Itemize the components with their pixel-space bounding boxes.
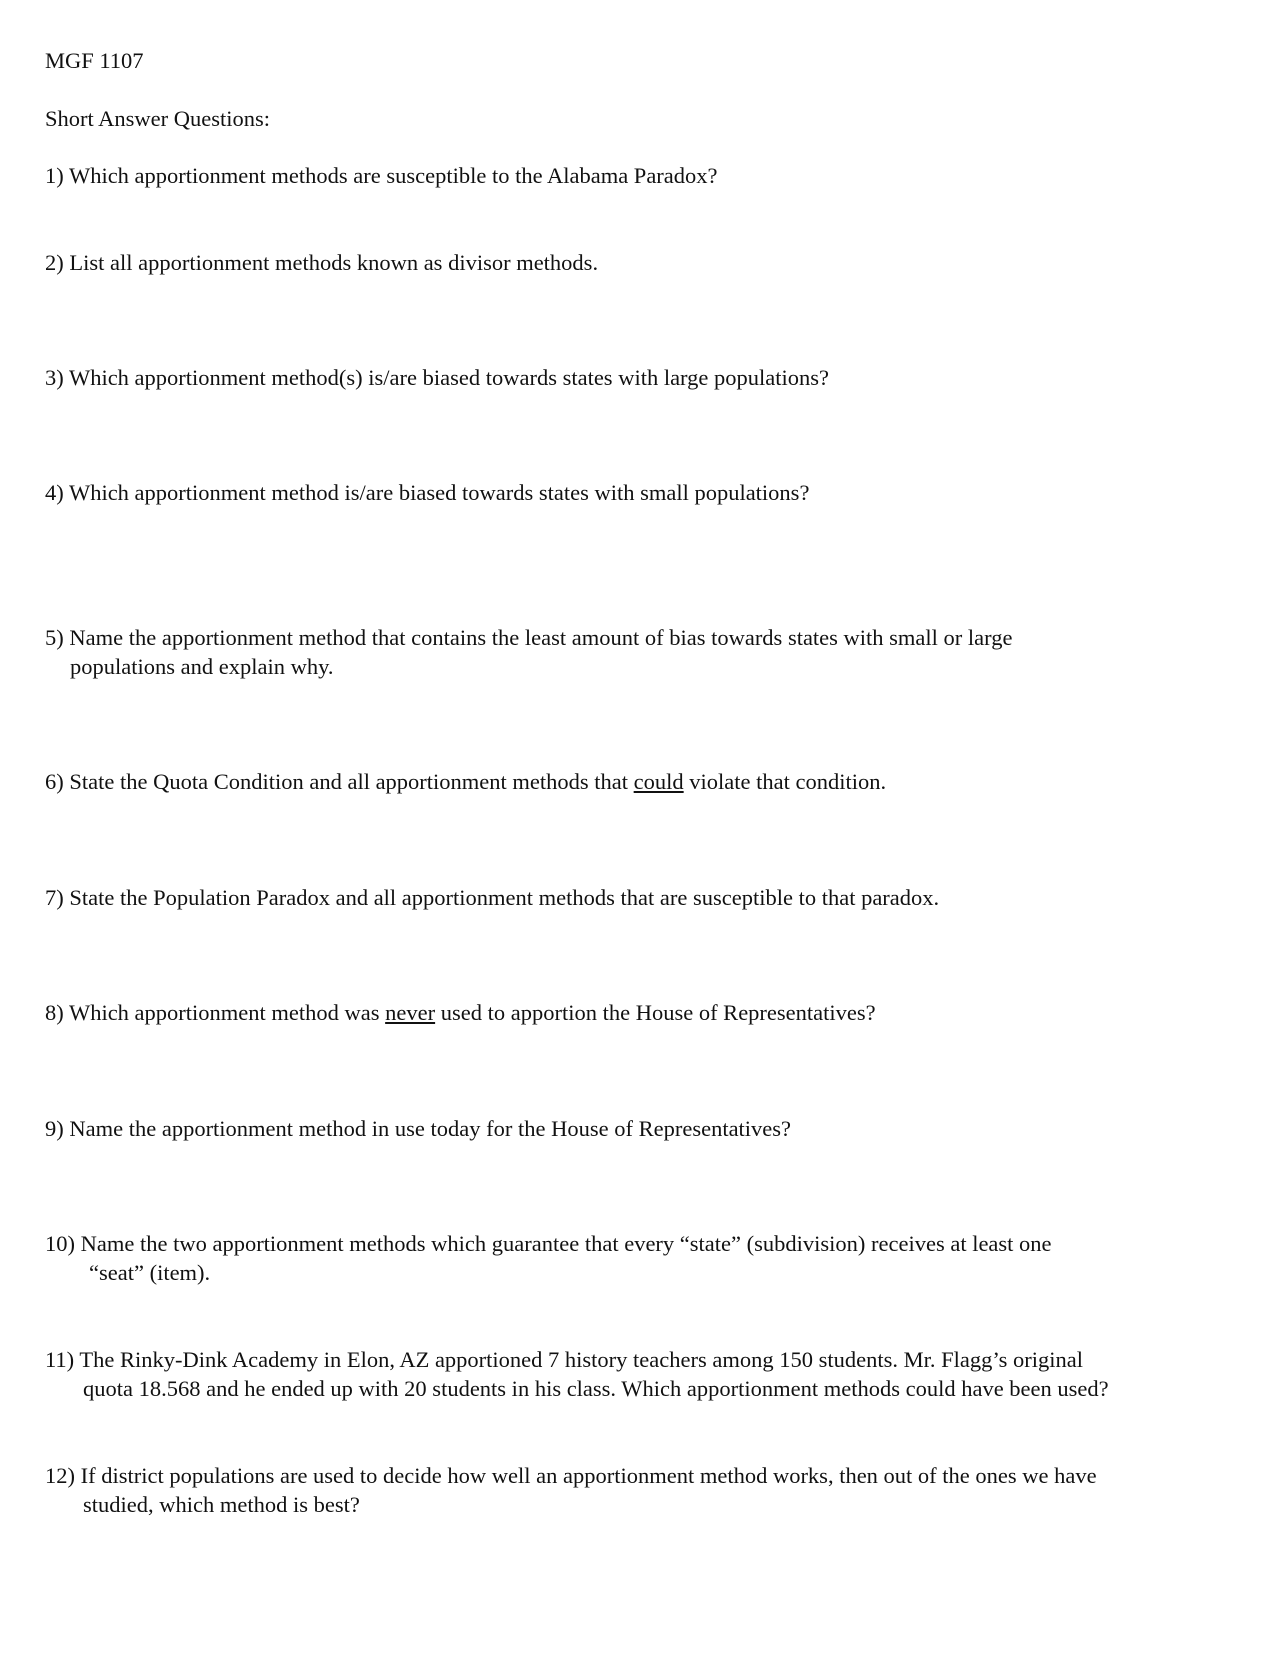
- question-text: 9) Name the apportionment method in use today for the House of Representatives?: [45, 1116, 792, 1141]
- question-6: [45, 767, 886, 796]
- section-heading: Short Answer Questions:: [45, 106, 270, 131]
- question-text: 10) Name the two apportionment methods which guarantee that every “state” (subdivision) receives at least one: [45, 1231, 1052, 1256]
- question-text-continued: quota 18.568 and he ended up with 20 students in his class. Which apportionment methods could have been used?: [83, 1376, 1109, 1401]
- question-text: 4) Which apportionment method is/are biased towards states with small populations?: [45, 480, 810, 505]
- question-text: 12) If district populations are used to decide how well an apportionment method works, then out of the ones we have: [45, 1463, 1097, 1488]
- question-text: 2) List all apportionment methods known as divisor methods.: [45, 250, 599, 275]
- question-2: [45, 248, 598, 277]
- underlined-word: could: [633, 769, 684, 794]
- question-1: [45, 161, 718, 190]
- question-text-continued: studied, which method is best?: [83, 1492, 360, 1517]
- question-text: violate that condition.: [683, 769, 887, 794]
- question-4: [45, 478, 809, 507]
- question-5: [45, 623, 1012, 681]
- question-12: [45, 1461, 1097, 1519]
- question-8: [45, 998, 876, 1027]
- question-text: 5) Name the apportionment method that contains the least amount of bias towards states with small or large: [45, 625, 1013, 650]
- question-text: 11) The Rinky-Dink Academy in Elon, AZ apportioned 7 history teachers among 150 students. Mr. Flagg’s original: [45, 1347, 1083, 1372]
- question-text: 8) Which apportionment method was: [45, 1000, 386, 1025]
- question-text-continued: populations and explain why.: [70, 654, 334, 679]
- question-text: 3) Which apportionment method(s) is/are biased towards states with large populations?: [45, 365, 829, 390]
- question-text: 6) State the Quota Condition and all apportionment methods that: [45, 769, 634, 794]
- question-10: [45, 1229, 1052, 1287]
- question-11: [45, 1345, 1109, 1403]
- question-text-continued: “seat” (item).: [89, 1260, 211, 1285]
- question-7: [45, 883, 939, 912]
- underlined-word: never: [385, 1000, 436, 1025]
- question-text: 1) Which apportionment methods are susceptible to the Alabama Paradox?: [45, 163, 718, 188]
- question-3: [45, 363, 829, 392]
- question-9: [45, 1114, 791, 1143]
- question-text: 7) State the Population Paradox and all apportionment methods that are susceptible to that paradox.: [45, 885, 940, 910]
- question-text: used to apportion the House of Representatives?: [435, 1000, 876, 1025]
- course-code: MGF 1107: [45, 48, 144, 73]
